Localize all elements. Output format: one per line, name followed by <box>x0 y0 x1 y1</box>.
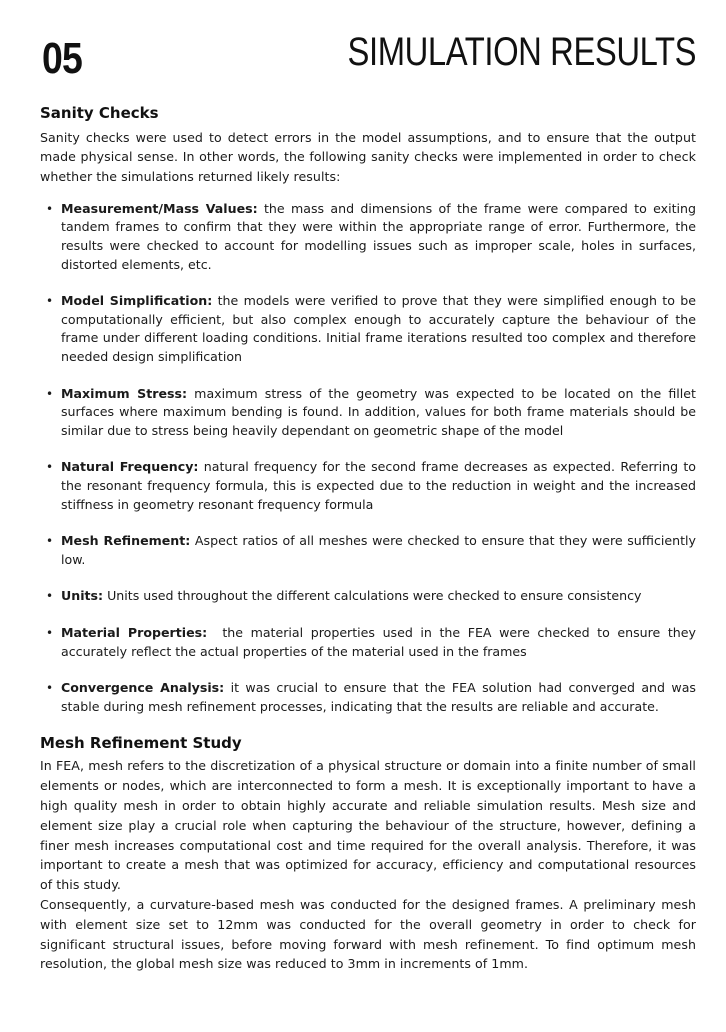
item-title: Measurement/Mass Values: <box>61 200 258 216</box>
bullet: • <box>46 386 54 401</box>
mesh-study-heading: Mesh Refinement Study <box>40 734 242 753</box>
item-title: Units: <box>61 588 104 604</box>
item-title: Material Properties: <box>61 624 208 640</box>
section-number: 05 <box>42 34 82 83</box>
list-item-maximum-stress <box>40 385 696 441</box>
bullet: • <box>46 625 54 640</box>
item-text: the models were verified to prove that they were simplified enough to be computationally efficient, but also complex enough to accurately capture the behaviour of the frame under different loading conditions. Initial frame iterations resulted too complex and therefore needed design simplification <box>61 293 697 365</box>
mesh-study-paragraph-1: In FEA, mesh refers to the discretization of a physical structure or domain into a finite number of small elements or nodes, which are interconnected to form a mesh. It is exceptionally important to have a high quality mesh in order to obtain highly accurate and reliable simulation results. Mesh size and element size play a crucial role when capturing the behaviour of the structure, however, defining a finer mesh increases computational cost and time required for the overall analysis. Therefore, it was important to create a mesh that was optimized for accuracy, efficiency and computational resources of this study. <box>40 758 696 893</box>
page-content <box>40 104 701 974</box>
item-text: Units used throughout the different calculations were checked to ensure consistency <box>103 588 642 604</box>
mesh-study-paragraph-2: Consequently, a curvature-based mesh was conducted for the designed frames. A preliminary mesh with element size set to 12mm was conducted for the overall geometry in order to check for significant structural issues, before moving forward with mesh refinement. To find optimum mesh resolution, the global mesh size was reduced to 3mm in increments of 1mm. <box>40 896 696 972</box>
item-title: Mesh Refinement: <box>61 533 191 549</box>
bullet: • <box>46 294 54 309</box>
list-item-natural-frequency <box>40 458 696 514</box>
section-title: SIMULATION RESULTS <box>347 30 696 74</box>
bullet: • <box>46 534 54 549</box>
item-text: it was crucial to ensure that the FEA solution had converged and was stable during mesh refinement processes, indicating that the results are reliable and accurate. <box>61 680 696 714</box>
item-text: the mass and dimensions of the frame were compared to exiting tandem frames to confirm that they were within the appropriate range of error. Furthermore, the results were checked to account for modelling issues such as improper scale, holes in surfaces, distorted elements, etc. <box>61 200 697 272</box>
bullet: • <box>46 201 54 216</box>
bullet: • <box>46 681 54 696</box>
item-title: Model Simplification: <box>61 293 213 309</box>
list-item-measurement <box>40 200 696 274</box>
item-text: maximum stress of the geometry was expected to be located on the fillet surfaces where maximum bending is found. In addition, values for both frame materials should be similar due to stress being heavily dependant on geometric shape of the model <box>61 385 696 438</box>
list-item-convergence-analysis <box>40 679 696 716</box>
item-text: natural frequency for the second frame decreases as expected. Referring to the resonant frequency formula, this is expected due to the reduction in weight and the increased stiffness in geometry resonant frequency formula <box>61 459 696 512</box>
item-title: Natural Frequency: <box>61 459 199 475</box>
item-title: Maximum Stress: <box>61 385 188 401</box>
item-text: the material properties used in the FEA were checked to ensure they accurately reflect the actual properties of the material used in the frames <box>61 624 701 659</box>
bullet: • <box>46 460 54 475</box>
list-item-material-properties <box>40 624 701 661</box>
sanity-checks-list <box>40 200 701 716</box>
item-title: Convergence Analysis: <box>61 680 225 696</box>
bullet: • <box>46 589 54 604</box>
list-item-mesh-refinement <box>40 532 696 569</box>
sanity-checks-intro: Sanity checks were used to detect errors in the model assumptions, and to ensure that the output made physical sense. In other words, the following sanity checks were implemented in order to check whether the simulations returned likely results: <box>40 130 696 184</box>
list-item-units <box>40 587 696 606</box>
list-item-model-simplification <box>40 292 696 366</box>
sanity-checks-heading: Sanity Checks <box>40 104 159 122</box>
item-text: Aspect ratios of all meshes were checked to ensure that they were sufficiently low. <box>61 533 697 567</box>
